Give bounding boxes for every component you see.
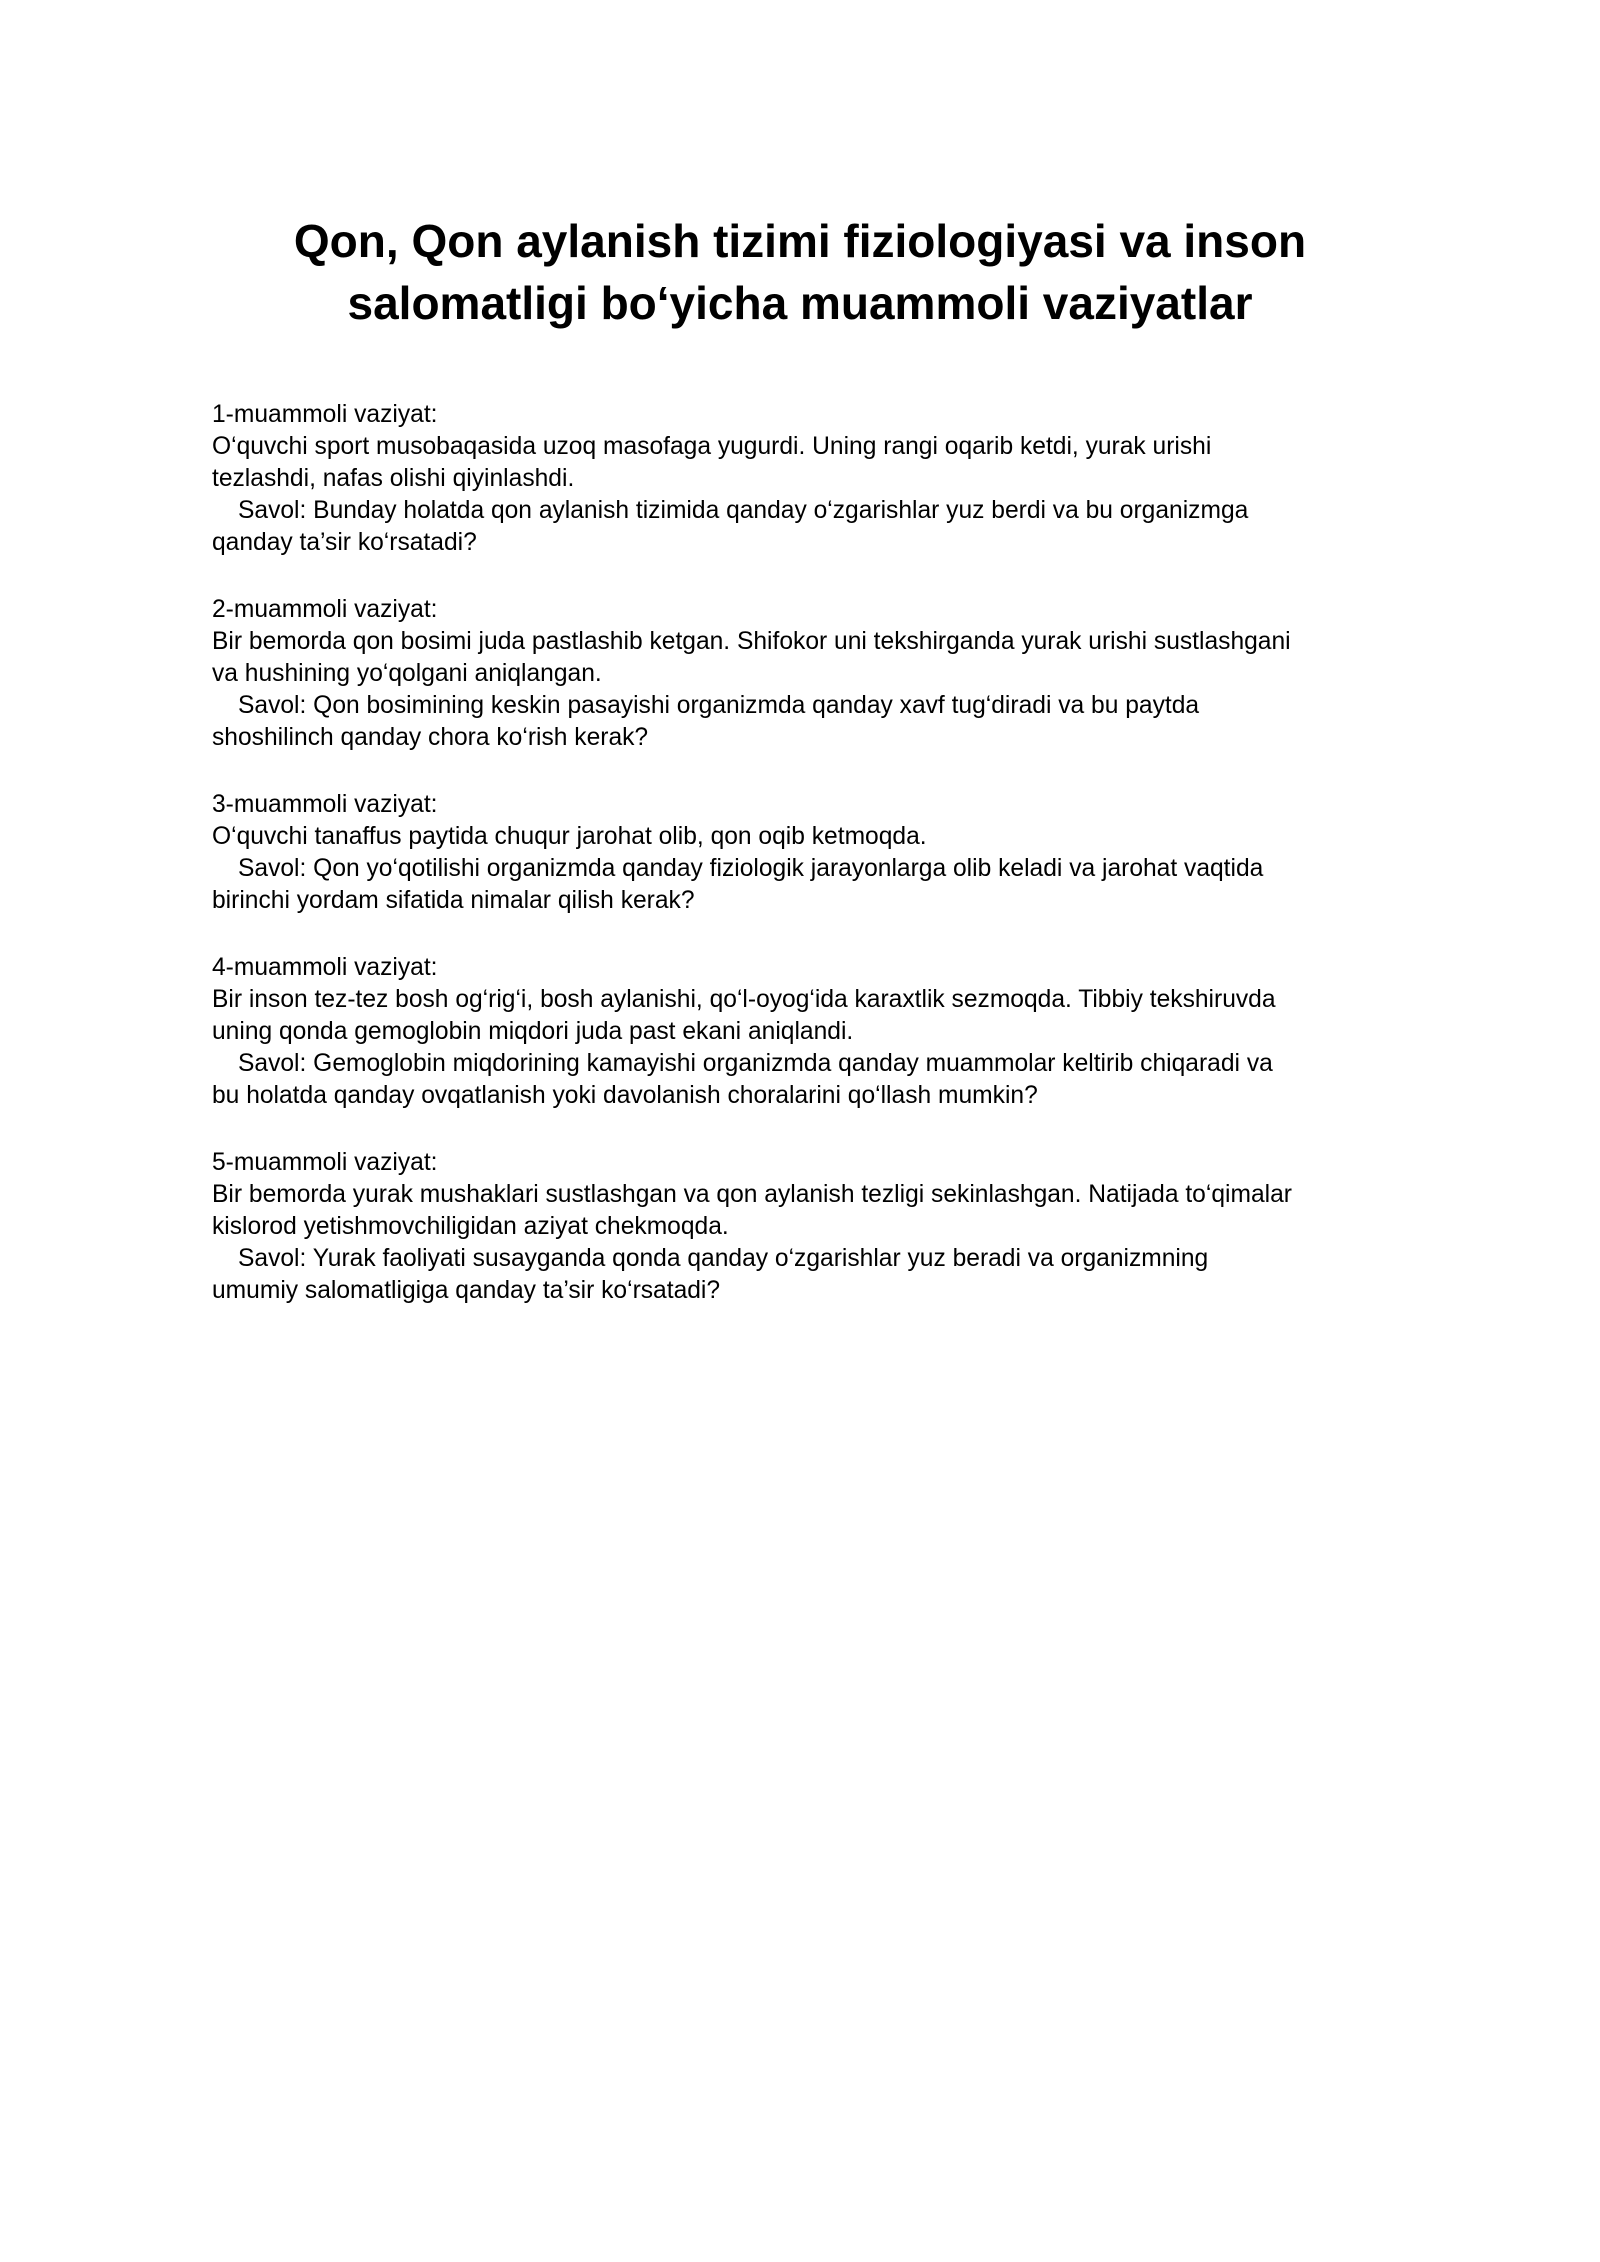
situation-line: Bir bemorda qon bosimi juda pastlashib ketgan. Shifokor uni tekshirganda yurak urishi sustlashgani (212, 628, 1291, 655)
page-title (213, 210, 1387, 334)
situation-line: Bir inson tez-tez bosh og‘rig‘i, bosh aylanishi, qo‘l-oyog‘ida karaxtlik sezmoqda. Tibbiy tekshiruvda (212, 986, 1276, 1013)
case-situation (212, 626, 1412, 690)
case-heading-text: 3-muammoli vaziyat: (212, 791, 438, 818)
case-heading (212, 952, 1412, 984)
question-line: qanday ta’sir ko‘rsatadi? (212, 529, 477, 556)
case-heading (212, 399, 1412, 431)
case-question (212, 1243, 1412, 1307)
case-heading (212, 594, 1412, 626)
problem-case-1 (212, 399, 1412, 559)
problem-list (212, 399, 1412, 1342)
situation-line: O‘quvchi tanaffus paytida chuqur jarohat olib, qon oqib ketmoqda. (212, 823, 927, 850)
problem-case-4 (212, 952, 1412, 1112)
situation-line: O‘quvchi sport musobaqasida uzoq masofaga yugurdi. Uning rangi oqarib ketdi, yurak urishi (212, 433, 1212, 460)
case-situation (212, 821, 1412, 853)
situation-line: va hushining yo‘qolgani aniqlangan. (212, 660, 602, 687)
case-heading-text: 1-muammoli vaziyat: (212, 401, 438, 428)
situation-line: Bir bemorda yurak mushaklari sustlashgan va qon aylanish tezligi sekinlashgan. Natijada to‘qimalar (212, 1181, 1292, 1208)
question-line: umumiy salomatligiga qanday ta’sir ko‘rsatadi? (212, 1277, 721, 1304)
question-line: shoshilinch qanday chora ko‘rish kerak? (212, 724, 649, 751)
page-title-line-1: Qon, Qon aylanish tizimi fiziologiyasi va inson (293, 215, 1307, 267)
case-situation (212, 984, 1412, 1048)
case-heading (212, 789, 1412, 821)
question-line: Savol: Bunday holatda qon aylanish tizimida qanday o‘zgarishlar yuz berdi va bu organizmga (238, 497, 1249, 524)
problem-case-3 (212, 789, 1412, 917)
page-title-line-2: salomatligi bo‘yicha muammoli vaziyatlar (347, 277, 1253, 329)
situation-line: kislorod yetishmovchiligidan aziyat chekmoqda. (212, 1213, 729, 1240)
question-line: Savol: Qon bosimining keskin pasayishi organizmda qanday xavf tug‘diradi va bu paytda (238, 692, 1200, 719)
case-heading (212, 1147, 1412, 1179)
situation-line: tezlashdi, nafas olishi qiyinlashdi. (212, 465, 575, 492)
question-line: bu holatda qanday ovqatlanish yoki davolanish choralarini qo‘llash mumkin? (212, 1082, 1038, 1109)
question-line: Savol: Yurak faoliyati susayganda qonda qanday o‘zgarishlar yuz beradi va organizmning (238, 1245, 1209, 1272)
question-line: Savol: Qon yo‘qotilishi organizmda qanday fiziologik jarayonlarga olib keladi va jarohat vaqtida (238, 855, 1264, 882)
problem-case-5 (212, 1147, 1412, 1307)
case-question (212, 690, 1412, 754)
case-question (212, 853, 1412, 917)
case-question (212, 1048, 1412, 1112)
case-heading-text: 5-muammoli vaziyat: (212, 1149, 438, 1176)
case-situation (212, 431, 1412, 495)
case-heading-text: 4-muammoli vaziyat: (212, 954, 438, 981)
case-heading-text: 2-muammoli vaziyat: (212, 596, 438, 623)
question-line: birinchi yordam sifatida nimalar qilish kerak? (212, 887, 695, 914)
problem-case-2 (212, 594, 1412, 754)
situation-line: uning qonda gemoglobin miqdori juda past ekani aniqlandi. (212, 1018, 854, 1045)
case-question (212, 495, 1412, 559)
question-line: Savol: Gemoglobin miqdorining kamayishi organizmda qanday muammolar keltirib chiqaradi va (238, 1050, 1273, 1077)
case-situation (212, 1179, 1412, 1243)
